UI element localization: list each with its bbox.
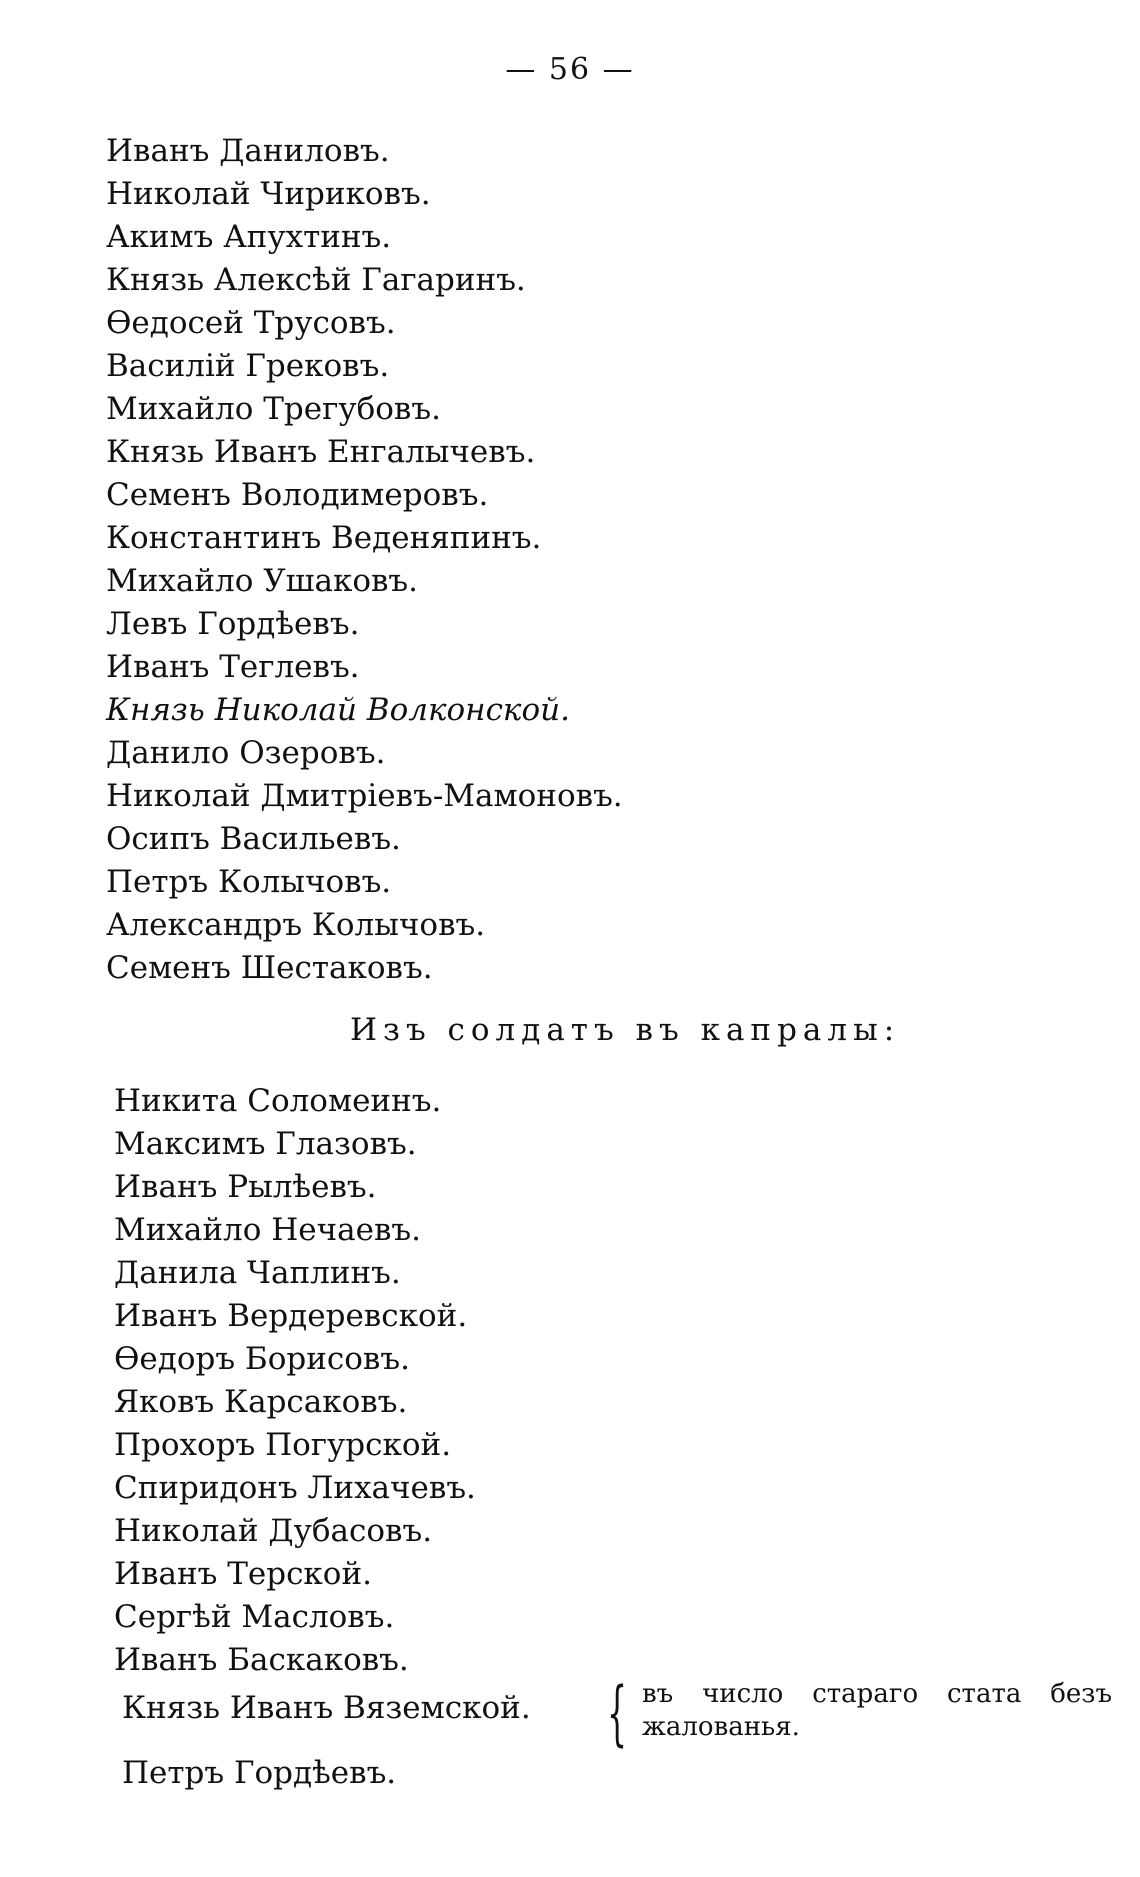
list-item: Осипъ Васильевъ.	[106, 821, 401, 857]
list-item: Михайло Трегубовъ.	[106, 391, 441, 427]
list-item: Данила Чаплинъ.	[114, 1255, 401, 1291]
list-item: Василій Грековъ.	[106, 348, 390, 384]
list-item: Сергѣй Масловъ.	[114, 1599, 395, 1635]
list-item: Князь Алексѣй Гагаринъ.	[106, 262, 526, 298]
list-item: Иванъ Теглевъ.	[106, 649, 360, 685]
list-item: Михайло Ушаковъ.	[106, 563, 419, 599]
list-item: Николай Чириковъ.	[106, 176, 431, 212]
list-item: Семенъ Володимеровъ.	[106, 477, 489, 513]
list-item: Константинъ Веденяпинъ.	[106, 520, 542, 556]
list-item: Яковъ Карсаковъ.	[114, 1384, 408, 1420]
list-item: Никита Соломеинъ.	[114, 1083, 442, 1119]
list-item: Акимъ Апухтинъ.	[106, 219, 392, 255]
list-item: Ѳедосей Трусовъ.	[106, 305, 396, 341]
name-list-1	[106, 130, 623, 990]
list-item: Семенъ Шестаковъ.	[106, 950, 433, 986]
page-number: — 56 —	[505, 52, 635, 87]
name-list-2	[114, 1080, 476, 1682]
list-item: Иванъ Вердеревской.	[114, 1298, 468, 1334]
list-item: Николай Дмитріевъ-Мамоновъ.	[106, 778, 623, 814]
section-heading: Изъ солдатъ въ капралы:	[350, 1012, 901, 1048]
annotated-entry-note: въ число стараго стата безъ жалованья.	[642, 1679, 1112, 1742]
annotated-entry-name: Князь Иванъ Вяземской.	[122, 1690, 531, 1726]
list-item: Иванъ Рылѣевъ.	[114, 1169, 377, 1205]
list-item: Князь Иванъ Енгалычевъ.	[106, 434, 536, 470]
curly-brace: {	[607, 1672, 628, 1754]
list-item: Прохоръ Погурской.	[114, 1427, 452, 1463]
list-item: Петръ Колычовъ.	[106, 864, 392, 900]
list-item: Александръ Колычовъ.	[106, 907, 486, 943]
list-item: Иванъ Терской.	[114, 1556, 372, 1592]
list-item: Спиридонъ Лихачевъ.	[114, 1470, 476, 1506]
list-item-italic: Князь Николай Волконской.	[106, 692, 570, 728]
list-item-last: Петръ Гордѣевъ.	[122, 1755, 397, 1791]
list-item: Михайло Нечаевъ.	[114, 1212, 421, 1248]
list-item: Иванъ Даниловъ.	[106, 133, 390, 169]
list-item: Максимъ Глазовъ.	[114, 1126, 417, 1162]
list-item: Левъ Гордѣевъ.	[106, 606, 360, 642]
list-item: Николай Дубасовъ.	[114, 1513, 433, 1549]
list-item: Иванъ Баскаковъ.	[114, 1642, 409, 1678]
list-item: Ѳедоръ Борисовъ.	[114, 1341, 410, 1377]
list-item: Данило Озеровъ.	[106, 735, 386, 771]
